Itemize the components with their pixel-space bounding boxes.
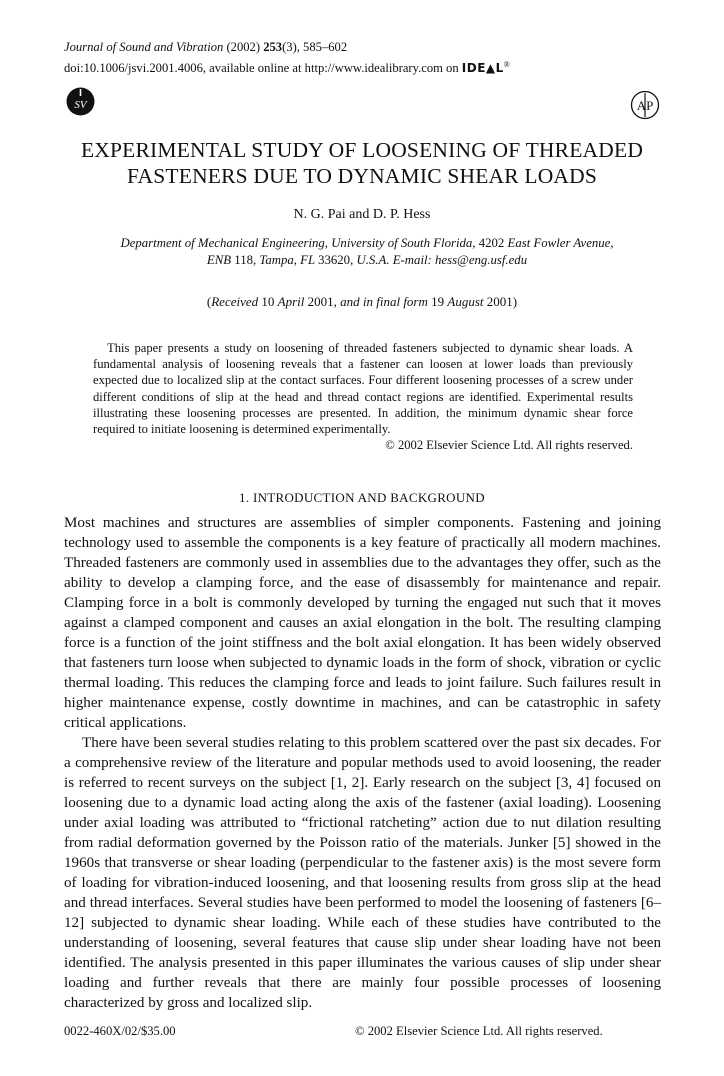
affiliation — [72, 235, 662, 269]
doi-text: doi:10.1006/jsvi.2001.4006, available online at http://www.idealibrary.com on — [64, 61, 462, 76]
paper-title: EXPERIMENTAL STUDY OF LOOSENING OF THREADED FASTENERS DUE TO DYNAMIC SHEAR LOADS — [80, 138, 644, 188]
ap-logo-text: AP — [636, 98, 654, 113]
received-word: Received — [211, 294, 262, 309]
journal-header — [64, 39, 510, 77]
body-text — [64, 513, 661, 1013]
ap-logo-icon — [630, 90, 660, 120]
affiliation-street-no: 4202 — [478, 236, 508, 250]
journal-name: Journal of Sound and Vibration — [64, 40, 224, 54]
received-open: ( — [206, 294, 212, 309]
received-month1: April — [277, 294, 308, 309]
doi-line — [64, 56, 510, 77]
affiliation-enb: ENB — [206, 253, 235, 267]
body-paragraph-1: Most machines and structures are assemblies of simpler components. Fastening and joining technology used to assemble the components is a key feature of practically all modern machines. Threaded fasteners are commonly used in assemblies due to the advantages they offer, such as the ability to develop a clamping force, and the ease of disassembly for maintenance and repair. Clamping force in a bolt is commonly developed by turning the engaged nut such that it moves against a clamped component and causes an axial elongation in the bolt. The resulting clamping force is a function of the joint stiffness and the bolt axial elongation. It has been widely observed that fasteners turn loose when subjected to dynamic loads in the form of shock, vibration or cyclic thermal loading. This reduces the clamping force and leads to joint failure. Such failures result in higher maintenance expense, costly downtime in machines, and can be catastrophic in safety critical applications. — [64, 515, 661, 731]
affiliation-city: Tampa, FL — [259, 253, 319, 267]
affiliation-street: East Fowler Avenue, — [507, 236, 614, 250]
received-date2: 19 — [431, 294, 448, 309]
affiliation-dept: Department of Mechanical Engineering, University of South Florida, — [120, 236, 479, 250]
journal-volume: 253 — [263, 40, 283, 54]
affiliation-enb-no: 118, — [234, 253, 260, 267]
affiliation-country-email: U.S.A. E-mail: hess@eng.usf.edu — [356, 253, 528, 267]
body-paragraph-2: There have been several studies relating to this problem scattered over the past six decades. For a comprehensive review of the literature and popular methods used to avoid loosening, the reader is referred to recent surveys on the subject [1, 2]. Early research on the subject [3, 4] focused on loosening due to a dynamic load acting along the axis of the fastener (axial loading). Loosening under axial loading was attributed to “frictional ratcheting” action due to nut dilation resulting from radial deformation governed by the Poisson ratio of the materials. Junker [5] showed in the 1960s that transverse or shear loading (perpendicular to the fastener axis) is the most severe form of loading for vibration-induced loosening, and that loosening results from gross slip at the head and thread interfaces. Several studies have been performed to model the loosening of fasteners [6–12] subjected to dynamic shear loading. While each of these studies have contributed to the understanding of loosening, several features that cause slip under shear loading have not been identified. The analysis presented in this paper illuminates the various causes of slip under shear loading and further reveals that there are mainly four possible processes of loosening characterized by gross and localized slip. — [64, 735, 661, 1011]
received-date1: 10 — [261, 294, 278, 309]
authors: N. G. Pai and D. P. Hess — [293, 207, 431, 222]
registered-mark: ® — [503, 60, 510, 69]
received-month2: August — [447, 294, 487, 309]
sv-logo-icon — [66, 87, 95, 116]
abstract-text: This paper presents a study on loosening of threaded fasteners subjected to dynamic shear loads. A fundamental analysis of loosening reveals that a fastener can loosen at lower loads than previously expected due to localized slip at the contact surfaces. Four different loosening processes of a screw under different conditions of slip at the head and thread contact regions are identified. Experimental results illustrating these loosening processes are presented. In addition, the minimum dynamic shear force required to initiate loosening is determined experimentally. — [93, 341, 633, 437]
received-dates — [0, 294, 724, 310]
sv-logo-text: SV — [74, 99, 87, 111]
journal-year: (2002) — [226, 40, 264, 54]
abstract-copyright: © 2002 Elsevier Science Ltd. All rights reserved. — [385, 438, 633, 453]
footer-issn: 0022-460X/02/$35.00 — [64, 1024, 176, 1038]
received-year2: 2001) — [486, 294, 518, 309]
journal-issue-pages: (3), 585–602 — [282, 40, 348, 54]
abstract — [93, 340, 633, 453]
received-year1: 2001, — [307, 294, 341, 309]
affiliation-zip: 33620, — [318, 253, 357, 267]
footer-copyright: © 2002 Elsevier Science Ltd. All rights reserved. — [355, 1024, 603, 1038]
received-final: and in final form — [340, 294, 432, 309]
section-heading: 1. INTRODUCTION AND BACKGROUND — [239, 490, 485, 505]
citation-line — [64, 39, 510, 56]
ideal-logo: IDE▲L — [461, 61, 504, 76]
